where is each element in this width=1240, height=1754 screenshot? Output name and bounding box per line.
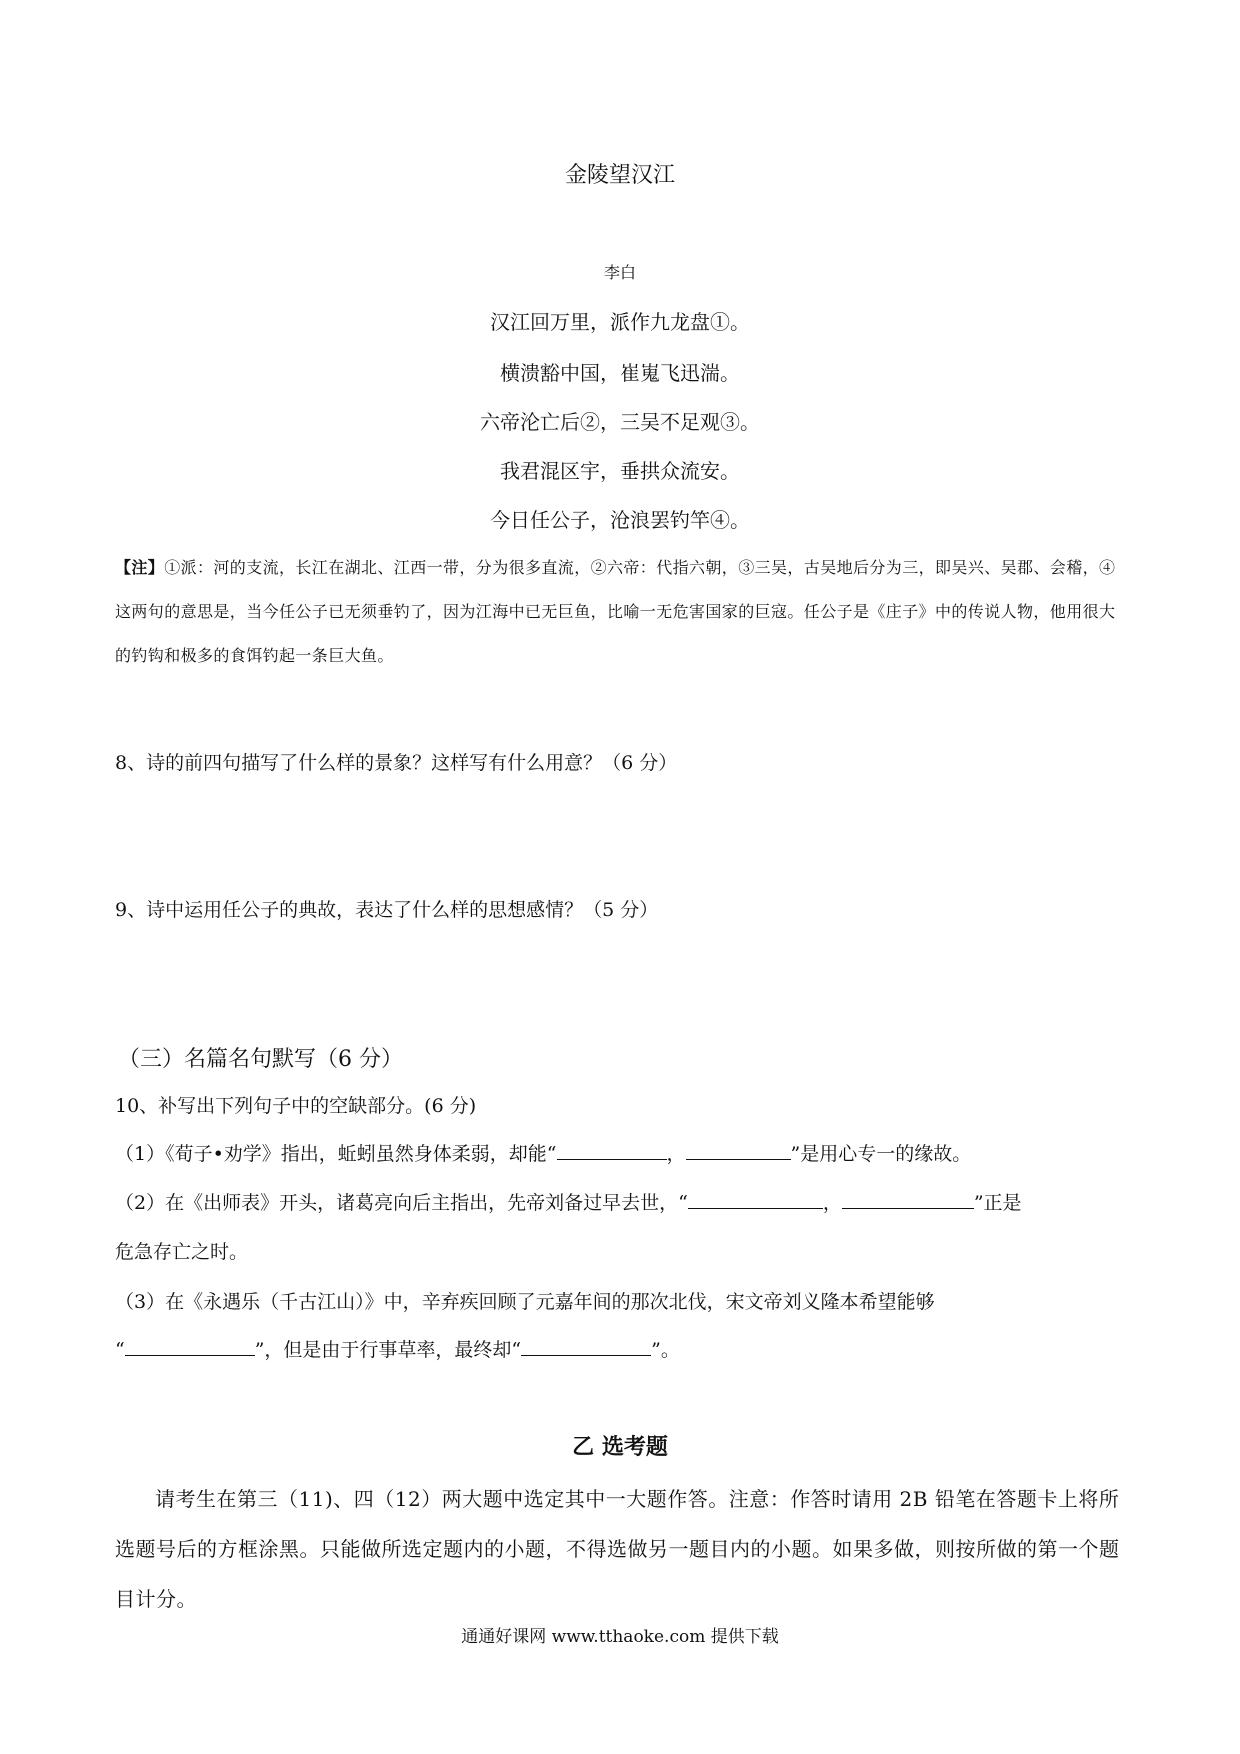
item3-text-mid: ”，但是由于行事草率，最终却“ [254, 1339, 522, 1361]
poem-note [115, 546, 1130, 678]
section-title: （三）名篇名句默写（6 分） [118, 1047, 403, 1072]
answer-blank[interactable] [557, 1139, 667, 1160]
question-10: 10、补写出下列句子中的空缺部分。(6 分) [115, 1095, 477, 1117]
answer-blank[interactable] [686, 1139, 791, 1160]
poem-author: 李白 [603, 263, 636, 282]
item2-text-b: ”正是 [973, 1192, 1022, 1214]
item3-text-end: ”。 [651, 1339, 680, 1361]
fill-item-3-continued [115, 1335, 680, 1362]
fill-item-1 [115, 1139, 971, 1166]
part-b-instruction: 请考生在第三（11)、四（12）两大题中选定其中一大题作答。注意：作答时请用 2B 铅笔在答题卡上将所选题号后的方框涂黑。只能做所选定题内的小题，不得选做另一题目内的小题。如果多做，则按所做的第一个题目计分。 [115, 1487, 1120, 1611]
poem-line: 今日任公子，沧浪罢钓竿④。 [490, 508, 750, 532]
part-b-heading: 乙 选考题 [572, 1434, 668, 1460]
item1-text-a: （1）《荀子•劝学》指出，蚯蚓虽然身体柔弱，却能“ [115, 1143, 557, 1165]
poem-line: 横溃豁中国，崔嵬飞迅湍。 [500, 361, 740, 385]
item1-text-b: ”是用心专一的缘故。 [790, 1143, 972, 1165]
item3-open-quote: “ [115, 1339, 125, 1361]
item2-separator: ， [822, 1192, 842, 1214]
question-9: 9、诗中运用任公子的典故，表达了什么样的思想感情？（5 分） [115, 899, 659, 921]
fill-item-2 [115, 1188, 1022, 1215]
item1-separator: ， [666, 1143, 686, 1165]
poem-line: 六帝沦亡后②，三吴不足观③。 [480, 410, 760, 434]
poem-line: 我君混区宇，垂拱众流安。 [500, 459, 740, 483]
fill-item-2-continued: 危急存亡之时。 [115, 1241, 249, 1263]
answer-blank[interactable] [688, 1188, 823, 1209]
answer-blank[interactable] [521, 1335, 651, 1356]
answer-blank[interactable] [842, 1188, 974, 1209]
answer-blank[interactable] [125, 1335, 255, 1356]
poem-title: 金陵望汉江 [564, 163, 675, 188]
page-footer: 通通好课网 www.tthaoke.com 提供下载 [461, 1627, 779, 1647]
item2-text-a: （2）在《出师表》开头，诸葛亮向后主指出，先帝刘备过早去世，“ [115, 1192, 688, 1214]
fill-item-3: （3）在《永遇乐（千古江山）》中，辛弃疾回顾了元嘉年间的那次北伐，宋文帝刘义隆本希望能够 [115, 1291, 935, 1313]
question-8: 8、诗的前四句描写了什么样的景象？这样写有什么用意？（6 分） [115, 752, 678, 774]
poem-line: 汉江回万里，派作九龙盘①。 [490, 310, 750, 334]
note-label: 【注】 [115, 558, 165, 577]
note-text: ①派：河的支流，长江在湖北、江西一带，分为很多直流，②六帝：代指六朝，③三吴，古吴地后分为三，即吴兴、吴郡、会稽，④这两句的意思是，当今任公子已无须垂钓了，因为江海中已无巨鱼，比喻一无危害国家的巨寇。任公子是《庄子》中的传说人物，他用很大的钓钩和极多的食饵钓起一条巨大鱼。 [115, 558, 1116, 665]
